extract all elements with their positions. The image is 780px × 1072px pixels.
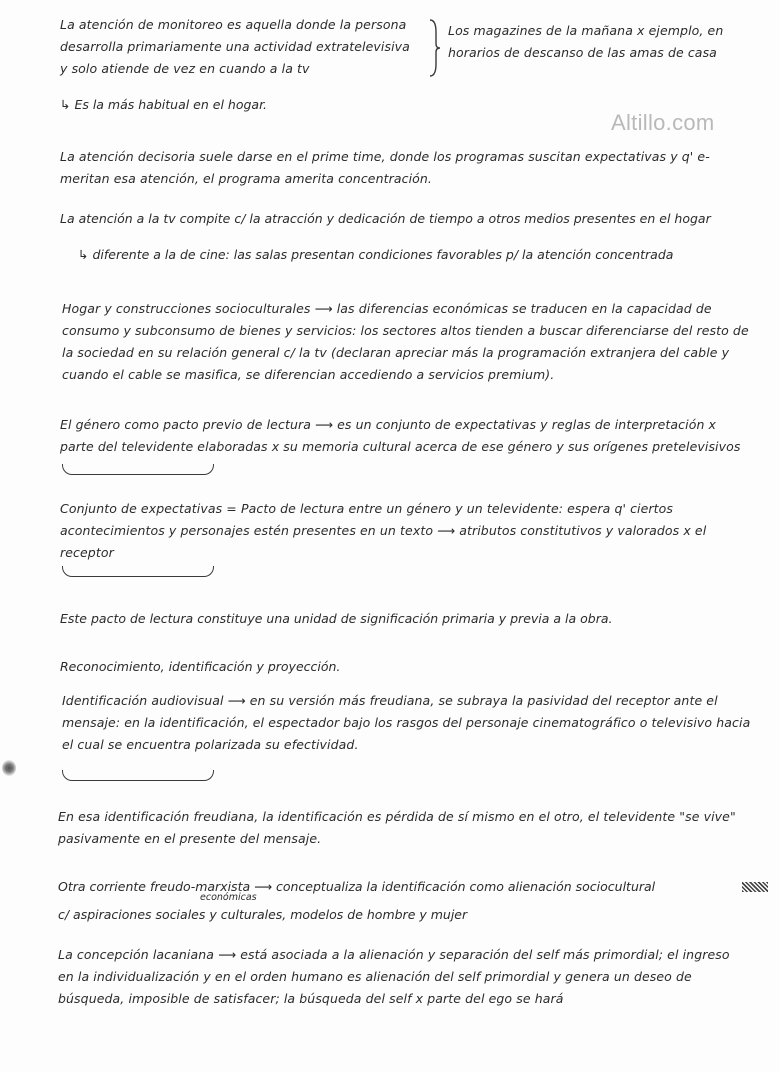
underline-brace (62, 566, 214, 577)
audiovisual-identification-text: Identificación audiovisual ⟶ en su versión más freudiana, se subraya la pasividad del receptor ante el mensaje: en la identificación, el espectador bajo los rasgos del personaje cinematográfico o televisivo hacia el cual se encuentra polarizada su efectividad. (62, 693, 751, 752)
most-habitual-note: ↳ Es la más habitual en el hogar. (60, 97, 268, 112)
cinema-difference-text: ↳ diferente a la de cine: las salas presentan condiciones favorables p/ la atención concentrada (78, 247, 674, 262)
magazines-example-text: Los magazines de la mañana x ejemplo, en horarios de descanso de las amas de casa (448, 23, 724, 60)
reading-pact-unit-text: Este pacto de lectura constituye una unidad de significación primaria y previa a la obra. (60, 611, 613, 626)
crossed-out-scribble (742, 882, 768, 892)
decisive-attention-text: La atención decisoria suele darse en el prime time, donde los programas suscitan expectativas y q' e-meritan esa atención, el programa amerita concentración. (60, 149, 710, 186)
freudo-marxist-text: Otra corriente freudo-marxista ⟶ conceptualiza la identificación como alienación sociocultural (58, 879, 656, 894)
monitoring-attention-text: La atención de monitoreo es aquella donde la persona desarrolla primariamente una actividad extratelevisiva y solo atiende de vez en cuando a la tv (60, 17, 410, 76)
tv-competes-text: La atención a la tv compite c/ la atracción y dedicación de tiempo a otros medios presentes en el hogar (60, 211, 711, 226)
lacanian-conception-text: La concepción lacaniana ⟶ está asociada a la alienación y separación del self más primordial; el ingreso en la individualización y en el orden humano es alienación del self primordial y genera un deseo de búsqueda, imposible de satisfacer; la búsqueda del self x parte del ego se hará (58, 947, 730, 1006)
home-sociocultural-text: Hogar y construcciones socioculturales ⟶ las diferencias económicas se traducen en la capacidad de consumo y subconsumo de bienes y servicios: los sectores altos tienden a buscar diferenciarse del resto de la sociedad en su relación general c/ la tv (declaran apreciar más la programación extranjera del cable y cuando el cable se masifica, se diferencian accediendo a servicios premium). (62, 301, 749, 382)
section-heading: Reconocimiento, identificación y proyección. (60, 659, 341, 674)
inserted-word: económicas (200, 892, 257, 903)
freudian-identification-text: En esa identificación freudiana, la identificación es pérdida de sí mismo en el otro, el televidente "se vive" pasivamente en el presente del mensaje. (58, 809, 736, 846)
ink-smudge (2, 760, 16, 776)
watermark: Altillo.com (611, 110, 715, 135)
social-aspirations-text: c/ aspiraciones sociales y culturales, modelos de hombre y mujer (58, 907, 468, 922)
underline-brace (62, 464, 214, 475)
genre-pact-text: El género como pacto previo de lectura ⟶ es un conjunto de expectativas y reglas de interpretación x parte del televidente elaboradas x su memoria cultural acerca de ese género y sus orígenes pretelevisivos (60, 417, 741, 454)
expectations-set-text: Conjunto de expectativas = Pacto de lectura entre un género y un televidente: espera q' ciertos acontecimientos y personajes estén presentes en un texto ⟶ atributos constitutivos y valorados x el receptor (60, 501, 707, 560)
bracket-mark (428, 18, 440, 78)
underline-brace (62, 770, 214, 781)
